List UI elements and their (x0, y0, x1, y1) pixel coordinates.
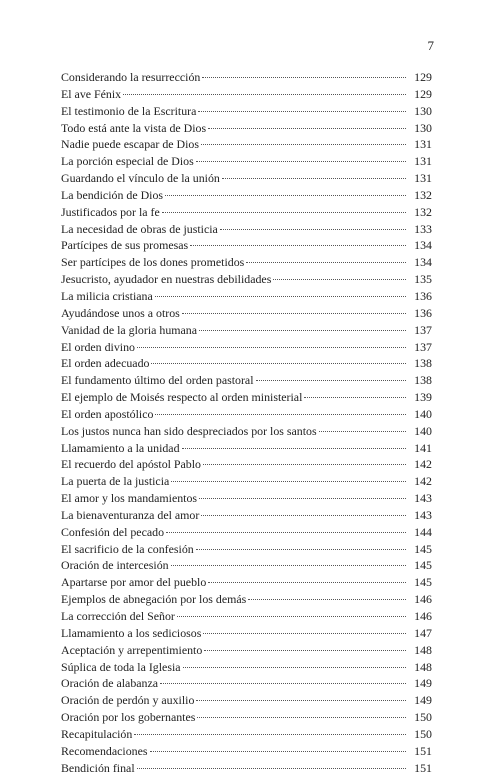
toc-entry (61, 456, 432, 473)
toc-entry-title: La milicia cristiana (61, 288, 153, 303)
toc-entry-title: Ayudándose unos a otros (61, 305, 180, 320)
toc-entry-page: 145 (414, 541, 432, 556)
dot-leader (137, 347, 406, 348)
toc-entry-page: 136 (414, 288, 432, 303)
toc-entry-title: Jesucristo, ayudador en nuestras debilidades (61, 272, 272, 287)
toc-entry-title: Justificados por la fe (61, 204, 160, 219)
toc-entry-page: 143 (414, 507, 432, 522)
dot-leader (160, 683, 406, 684)
dot-leader (150, 751, 406, 752)
toc-entry-title: La bendición de Dios (61, 187, 164, 202)
toc-entry-page: 131 (414, 137, 432, 152)
dot-leader (123, 94, 406, 95)
toc-entry-title: Oración de intercesión (61, 558, 169, 573)
toc-entry (61, 170, 432, 187)
toc-entry-page: 147 (414, 625, 432, 640)
toc-entry-title: Recomendaciones (61, 743, 148, 758)
toc-entry (61, 204, 432, 221)
toc-entry (61, 675, 432, 692)
toc-entry-title: Llamamiento a los sediciosos (61, 625, 202, 640)
dot-leader (199, 330, 406, 331)
toc-entry (61, 659, 432, 676)
dot-leader (319, 431, 406, 432)
toc-entry (61, 574, 432, 591)
dot-leader (177, 616, 406, 617)
toc-entry (61, 120, 432, 137)
toc-entry (61, 69, 432, 86)
toc-entry-page: 145 (414, 558, 432, 573)
toc-entry-page: 141 (414, 440, 432, 455)
dot-leader (208, 128, 406, 129)
toc-entry (61, 743, 432, 760)
toc-entry-title: Oración de perdón y auxilio (61, 693, 195, 708)
toc-entry (61, 389, 432, 406)
toc-entry-title: Oración por los gobernantes (61, 710, 196, 725)
toc-entry-title: Considerando la resurrección (61, 70, 201, 84)
toc-entry-title: Recapitulación (61, 726, 133, 741)
toc-entry (61, 625, 432, 642)
table-of-contents (61, 69, 432, 776)
dot-leader (222, 178, 406, 179)
toc-entry-page: 134 (414, 238, 432, 253)
dot-leader (201, 515, 406, 516)
toc-entry-title: El orden divino (61, 339, 135, 354)
toc-entry-title: La necesidad de obras de justicia (61, 221, 218, 236)
toc-entry (61, 524, 432, 541)
toc-entry-title: Ejemplos de abnegación por los demás (61, 592, 247, 607)
toc-entry-page: 129 (414, 70, 432, 84)
toc-entry (61, 136, 432, 153)
toc-entry-title: Ser partícipes de los dones prometidos (61, 255, 245, 270)
dot-leader (201, 144, 406, 145)
dot-leader (246, 262, 406, 263)
toc-entry-title: Llamamiento a la unidad (61, 440, 180, 455)
toc-entry-page: 149 (414, 676, 432, 691)
toc-entry-page: 150 (414, 710, 432, 725)
dot-leader (183, 667, 406, 668)
toc-entry-title: Vanidad de la gloria humana (61, 322, 198, 337)
toc-entry-page: 140 (414, 423, 432, 438)
toc-entry-title: El testimonio de la Escritura (61, 103, 197, 118)
toc-entry-page: 142 (414, 474, 432, 489)
toc-entry-title: El ejemplo de Moisés respecto al orden ministerial (61, 390, 303, 405)
toc-entry (61, 642, 432, 659)
toc-entry (61, 221, 432, 238)
toc-entry (61, 153, 432, 170)
dot-leader (204, 650, 406, 651)
toc-entry-title: Bendición final (61, 760, 135, 775)
dot-leader (166, 532, 406, 533)
toc-entry-title: Aceptación y arrepentimiento (61, 642, 203, 657)
toc-entry (61, 406, 432, 423)
toc-entry-title: Todo está ante la vista de Dios (61, 120, 207, 135)
toc-entry-page: 139 (414, 390, 432, 405)
dot-leader (196, 700, 406, 701)
dot-leader (199, 498, 406, 499)
dot-leader (208, 582, 406, 583)
toc-entry-title: Nadie puede escapar de Dios (61, 137, 200, 152)
toc-entry-page: 137 (414, 339, 432, 354)
dot-leader (196, 549, 406, 550)
dot-leader (203, 464, 406, 465)
toc-entry-page: 131 (414, 171, 432, 186)
toc-entry-page: 146 (414, 592, 432, 607)
toc-entry (61, 339, 432, 356)
dot-leader (202, 77, 406, 78)
toc-entry-page: 145 (414, 575, 432, 590)
toc-entry (61, 237, 432, 254)
toc-entry (61, 271, 432, 288)
toc-entry (61, 709, 432, 726)
toc-entry-page: 132 (414, 204, 432, 219)
toc-entry (61, 507, 432, 524)
dot-leader (134, 734, 406, 735)
toc-entry (61, 692, 432, 709)
toc-entry-page: 144 (414, 524, 432, 539)
dot-leader (165, 195, 406, 196)
toc-entry-page: 134 (414, 255, 432, 270)
toc-entry (61, 103, 432, 120)
toc-entry (61, 760, 432, 776)
toc-entry (61, 557, 432, 574)
dot-leader (171, 565, 406, 566)
toc-entry (61, 541, 432, 558)
toc-entry (61, 187, 432, 204)
toc-entry-page: 148 (414, 659, 432, 674)
toc-entry (61, 288, 432, 305)
dot-leader (155, 414, 406, 415)
toc-entry (61, 423, 432, 440)
toc-entry-title: El orden adecuado (61, 356, 150, 371)
toc-entry-page: 138 (414, 356, 432, 371)
toc-entry-page: 149 (414, 693, 432, 708)
toc-entry-title: La puerta de la justicia (61, 474, 170, 489)
toc-entry (61, 305, 432, 322)
toc-entry-page: 150 (414, 726, 432, 741)
toc-entry-title: Los justos nunca han sido despreciados por los santos (61, 423, 317, 438)
dot-leader (196, 161, 406, 162)
dot-leader (256, 380, 406, 381)
toc-entry-title: El sacrificio de la confesión (61, 541, 194, 556)
toc-entry-title: La porción especial de Dios (61, 154, 194, 169)
toc-entry-page: 130 (414, 103, 432, 118)
toc-entry-page: 140 (414, 406, 432, 421)
toc-entry-title: El ave Fénix (61, 86, 122, 101)
toc-entry (61, 355, 432, 372)
dot-leader (273, 279, 406, 280)
toc-entry-page: 151 (414, 743, 432, 758)
toc-entry-page: 133 (414, 221, 432, 236)
toc-entry-page: 130 (414, 120, 432, 135)
dot-leader (203, 633, 406, 634)
dot-leader (182, 313, 406, 314)
toc-entry-title: El amor y los mandamientos (61, 491, 198, 506)
dot-leader (248, 599, 406, 600)
toc-entry-page: 151 (414, 760, 432, 775)
toc-entry-title: Partícipes de sus promesas (61, 238, 189, 253)
toc-entry-title: La bienaventuranza del amor (61, 507, 200, 522)
dot-leader (151, 363, 406, 364)
toc-entry-title: Apartarse por amor del pueblo (61, 575, 207, 590)
toc-entry (61, 254, 432, 271)
toc-entry (61, 608, 432, 625)
toc-entry-page: 146 (414, 609, 432, 623)
toc-entry-page: 137 (414, 322, 432, 337)
dot-leader (197, 717, 406, 718)
dot-leader (171, 481, 406, 482)
toc-entry-page: 135 (414, 272, 432, 287)
dot-leader (155, 296, 406, 297)
toc-entry-title: Confesión del pecado (61, 524, 165, 539)
toc-entry-title: La corrección del Señor (61, 609, 175, 623)
toc-entry-page: 129 (414, 86, 432, 101)
toc-entry (61, 440, 432, 457)
toc-entry-title: El fundamento último del orden pastoral (61, 373, 254, 388)
toc-entry-title: Guardando el vínculo de la unión (61, 171, 220, 186)
page-number: 7 (427, 38, 434, 53)
toc-entry (61, 473, 432, 490)
toc-entry-page: 143 (414, 491, 432, 506)
toc-entry-title: El recuerdo del apóstol Pablo (61, 457, 202, 472)
toc-entry (61, 726, 432, 743)
dot-leader (198, 111, 406, 112)
toc-entry-title: El orden apostólico (61, 406, 154, 421)
toc-entry-page: 131 (414, 154, 432, 169)
toc-entry-page: 148 (414, 642, 432, 657)
toc-entry (61, 372, 432, 389)
dot-leader (137, 768, 406, 769)
dot-leader (304, 397, 406, 398)
toc-entry (61, 86, 432, 103)
toc-entry-page: 132 (414, 187, 432, 202)
toc-entry-page: 136 (414, 305, 432, 320)
dot-leader (220, 229, 406, 230)
toc-entry (61, 322, 432, 339)
toc-entry (61, 490, 432, 507)
toc-entry-title: Oración de alabanza (61, 676, 159, 691)
dot-leader (182, 448, 406, 449)
toc-entry (61, 591, 432, 608)
toc-entry-page: 142 (414, 457, 432, 472)
dot-leader (162, 212, 406, 213)
toc-entry-title: Súplica de toda la Iglesia (61, 659, 181, 674)
dot-leader (190, 245, 406, 246)
toc-entry-page: 138 (414, 373, 432, 388)
